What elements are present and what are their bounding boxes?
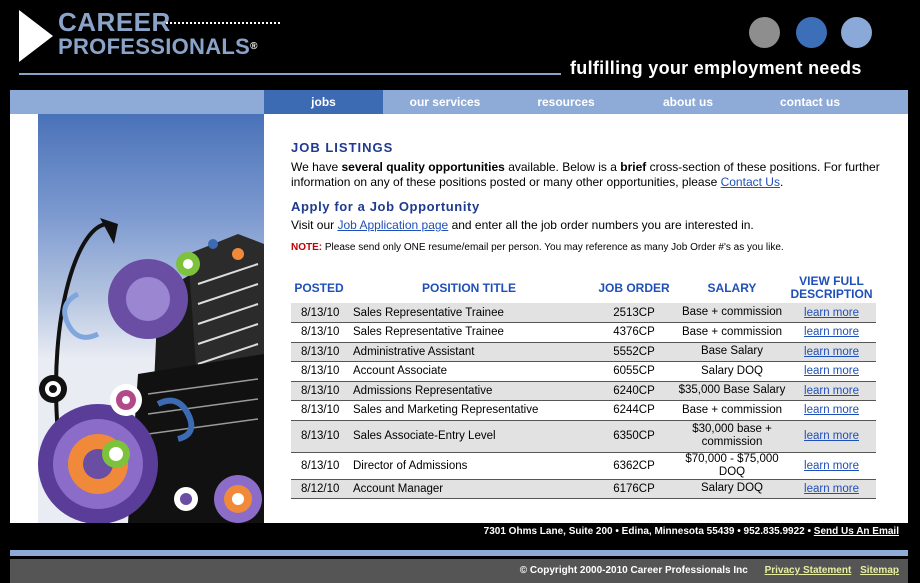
main-nav — [10, 90, 908, 114]
cell-posted: 8/13/10 — [291, 342, 347, 362]
footer-address: 7301 Ohms Lane, Suite 200 • Edina, Minnesota 55439 • 952.835.9922 • — [483, 526, 814, 537]
cell-title: Admissions Representative — [347, 381, 591, 401]
city-swirl-illustration — [38, 114, 264, 523]
cell-title: Sales and Marketing Representative — [347, 401, 591, 421]
learn-more-link[interactable]: learn more — [804, 384, 859, 397]
cell-more — [787, 362, 876, 382]
cell-title: Account Associate — [347, 362, 591, 382]
cell-posted: 8/13/10 — [291, 381, 347, 401]
apply-paragraph — [291, 218, 881, 232]
job-listings-table — [291, 273, 876, 499]
cell-title: Account Manager — [347, 479, 591, 499]
send-email-link[interactable]: Send Us An Email — [813, 526, 899, 537]
learn-more-link[interactable]: learn more — [804, 306, 859, 319]
cell-order: 4376CP — [591, 323, 677, 343]
col-header-posted: POSTED — [294, 281, 344, 295]
cell-title: Sales Representative Trainee — [347, 303, 591, 323]
cell-salary: Salary DOQ — [677, 362, 787, 382]
apply-text-b: and enter all the job order numbers you are interested in. — [448, 218, 754, 232]
learn-more-link[interactable]: learn more — [804, 482, 859, 495]
col-header-title: POSITION TITLE — [421, 281, 516, 295]
decor-circle-gray-icon — [749, 17, 780, 48]
site-header — [0, 0, 920, 90]
intro-text-e: cross-section of these positions. For further information on any of these positions posted or many other opportunities, please — [291, 160, 880, 189]
col-header-description-l2: DESCRIPTION — [790, 287, 873, 301]
note-label: NOTE: — [291, 242, 323, 253]
cell-posted: 8/13/10 — [291, 452, 347, 479]
cell-salary: Base + commission — [677, 401, 787, 421]
col-header-description — [787, 273, 876, 303]
cell-salary: $35,000 Base Salary — [677, 381, 787, 401]
note-text: Please send only ONE resume/email per person. You may reference as many Job Order #'s as you like. — [322, 242, 784, 253]
logo-dotted-rule — [166, 22, 280, 24]
cell-more — [787, 342, 876, 362]
contact-us-link[interactable]: Contact Us — [720, 175, 780, 189]
cell-order: 6244CP — [591, 401, 677, 421]
address-bar — [10, 523, 908, 541]
privacy-statement-link[interactable]: Privacy Statement — [764, 565, 852, 576]
cell-salary: $30,000 base + commission — [677, 420, 787, 452]
intro-text-c: available. Below is a — [504, 160, 621, 174]
job-listings-heading: JOB LISTINGS — [291, 140, 394, 155]
sitemap-link[interactable]: Sitemap — [860, 565, 899, 576]
logo-text-line1: CAREER — [58, 7, 171, 37]
cell-more — [787, 479, 876, 499]
cell-more — [787, 381, 876, 401]
intro-paragraph — [291, 160, 881, 190]
col-header-order: JOB ORDER — [598, 281, 670, 295]
logo-triangle-icon — [19, 10, 53, 62]
table-row — [291, 452, 876, 479]
col-header-salary: SALARY — [707, 281, 757, 295]
cell-more — [787, 401, 876, 421]
table-row — [291, 323, 876, 343]
table-header-row — [291, 273, 876, 303]
nav-item-resources[interactable]: resources — [537, 95, 595, 109]
cell-salary: Base + commission — [677, 323, 787, 343]
learn-more-link[interactable]: learn more — [804, 404, 859, 417]
col-header-description-l1: VIEW FULL — [799, 274, 864, 288]
cell-title: Sales Representative Trainee — [347, 323, 591, 343]
registered-mark: ® — [250, 41, 258, 52]
nav-item-jobs[interactable]: jobs — [264, 90, 383, 114]
note — [291, 242, 881, 253]
table-row — [291, 420, 876, 452]
cell-posted: 8/12/10 — [291, 479, 347, 499]
apply-heading: Apply for a Job Opportunity — [291, 199, 480, 214]
cell-title: Sales Associate-Entry Level — [347, 420, 591, 452]
decorative-artwork — [38, 114, 264, 523]
nav-item-our-services[interactable]: our services — [409, 95, 481, 109]
cell-order: 6055CP — [591, 362, 677, 382]
table-row — [291, 381, 876, 401]
table-row — [291, 362, 876, 382]
intro-text-f: . — [779, 175, 784, 189]
cell-order: 5552CP — [591, 342, 677, 362]
intro-text-d: brief — [620, 160, 647, 174]
cell-order: 6240CP — [591, 381, 677, 401]
cell-title: Director of Admissions — [347, 452, 591, 479]
cell-salary: Base + commission — [677, 303, 787, 323]
table-row — [291, 479, 876, 499]
cell-posted: 8/13/10 — [291, 420, 347, 452]
table-row — [291, 303, 876, 323]
cell-posted: 8/13/10 — [291, 303, 347, 323]
main-area — [10, 114, 908, 523]
cell-salary: $70,000 - $75,000 DOQ — [677, 452, 787, 479]
learn-more-link[interactable]: learn more — [804, 459, 859, 472]
tagline: fulfilling your employment needs — [570, 58, 862, 78]
learn-more-link[interactable]: learn more — [804, 430, 859, 442]
logo-text-line2 — [58, 35, 258, 59]
copyright-text: © Copyright 2000-2010 Career Professionals Inc — [519, 565, 748, 576]
job-application-link[interactable]: Job Application page — [337, 218, 449, 232]
cell-title: Administrative Assistant — [347, 342, 591, 362]
cell-more — [787, 420, 876, 452]
decor-circle-lightblue-icon — [841, 17, 872, 48]
cell-more — [787, 303, 876, 323]
nav-item-about-us[interactable]: about us — [663, 95, 713, 109]
cell-order: 2513CP — [591, 303, 677, 323]
cell-more — [787, 452, 876, 479]
content-column — [291, 140, 881, 495]
cell-posted: 8/13/10 — [291, 362, 347, 382]
intro-text-b: several quality opportunities — [341, 160, 505, 174]
header-rule — [19, 73, 561, 75]
footer-stripe — [10, 550, 908, 556]
copyright-bar — [10, 559, 908, 583]
learn-more-link[interactable]: learn more — [804, 365, 859, 378]
cell-more — [787, 323, 876, 343]
table-row — [291, 342, 876, 362]
learn-more-link[interactable]: learn more — [804, 345, 859, 358]
cell-order: 6350CP — [591, 420, 677, 452]
apply-text-a: Visit our — [291, 218, 338, 232]
table-row — [291, 401, 876, 421]
cell-order: 6176CP — [591, 479, 677, 499]
cell-posted: 8/13/10 — [291, 323, 347, 343]
learn-more-link[interactable]: learn more — [804, 326, 859, 339]
cell-posted: 8/13/10 — [291, 401, 347, 421]
nav-item-contact-us[interactable]: contact us — [779, 95, 840, 109]
cell-salary: Salary DOQ — [677, 479, 787, 499]
cell-order: 6362CP — [591, 452, 677, 479]
intro-text-a: We have — [291, 160, 342, 174]
logo-text-line2-label: PROFESSIONALS — [58, 34, 251, 59]
cell-salary: Base Salary — [677, 342, 787, 362]
decor-circle-blue-icon — [796, 17, 827, 48]
